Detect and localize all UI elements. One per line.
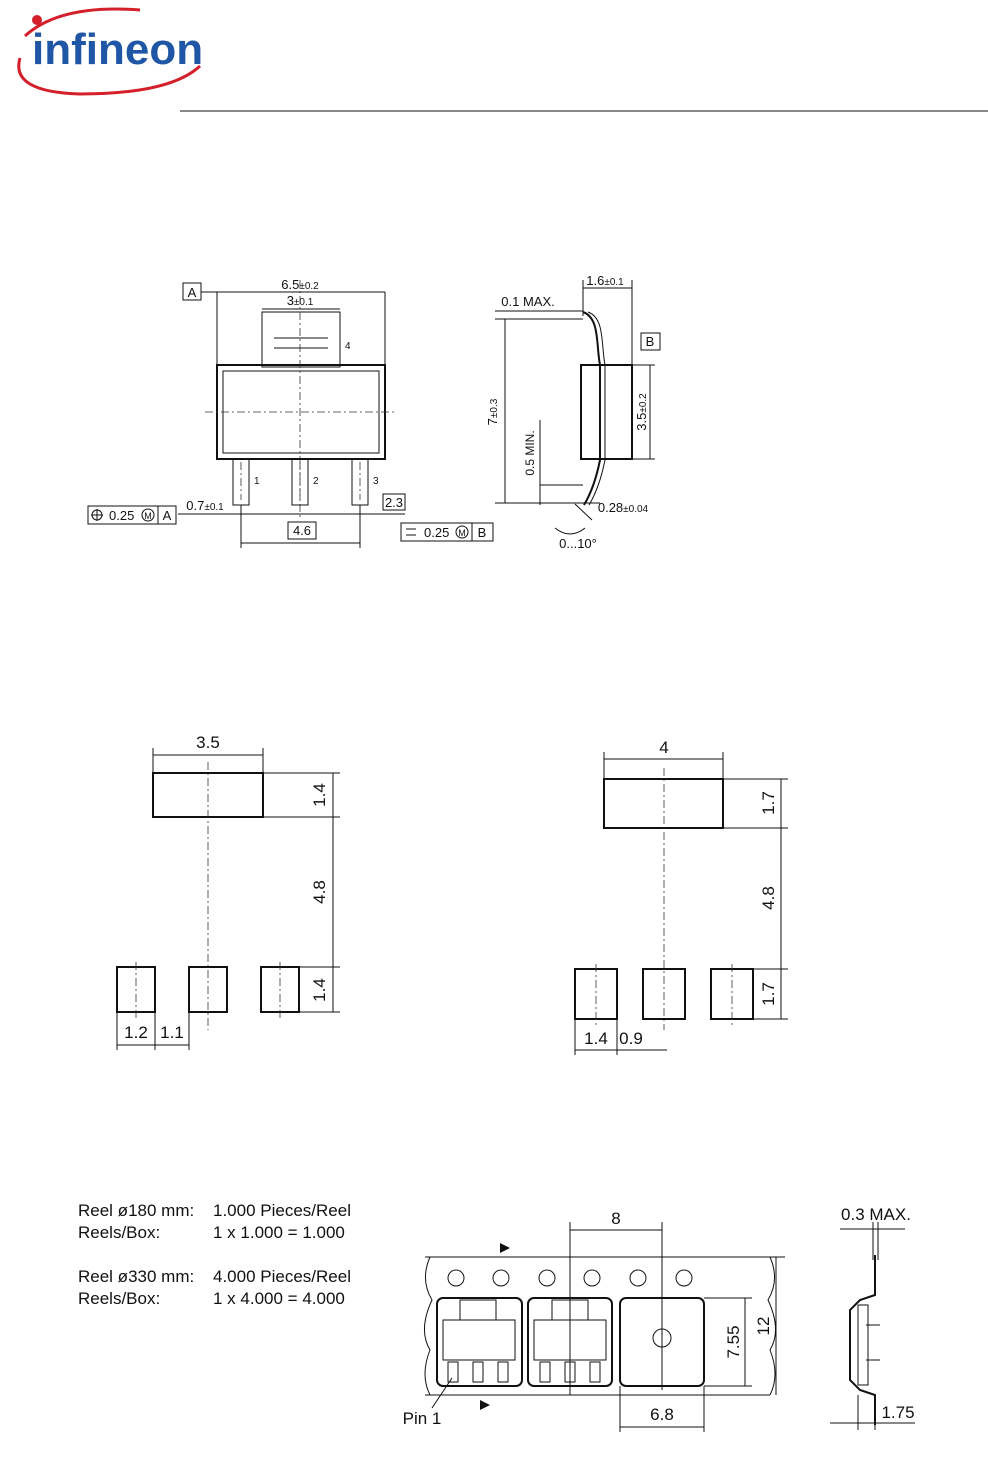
package-side-view	[401, 273, 660, 551]
svg-text:1.1: 1.1	[160, 1023, 184, 1042]
reel-label: Reels/Box:	[78, 1223, 161, 1242]
tape-side-view	[830, 1205, 915, 1430]
svg-text:3.5±0.2: 3.5±0.2	[634, 393, 649, 431]
svg-text:0...10°: 0...10°	[559, 536, 597, 551]
svg-text:0.1 MAX.: 0.1 MAX.	[501, 294, 555, 309]
svg-text:7.55: 7.55	[724, 1325, 743, 1359]
svg-text:M: M	[458, 528, 466, 538]
reel-label: Reels/Box:	[78, 1289, 161, 1308]
svg-text:4.8: 4.8	[310, 880, 329, 904]
reel-info	[78, 1200, 351, 1310]
svg-text:1.4: 1.4	[584, 1029, 608, 1048]
svg-text:A: A	[187, 285, 197, 300]
svg-text:1.7: 1.7	[759, 982, 778, 1006]
svg-text:3: 3	[373, 476, 379, 487]
svg-text:A: A	[162, 508, 172, 523]
svg-text:0.7±0.1: 0.7±0.1	[186, 498, 224, 513]
reel-row	[78, 1266, 351, 1288]
svg-text:3±0.1: 3±0.1	[286, 293, 314, 308]
tape-drawing	[403, 1209, 785, 1432]
svg-text:7±0.3: 7±0.3	[485, 398, 500, 426]
svg-text:2: 2	[313, 476, 319, 487]
svg-text:B: B	[477, 525, 487, 540]
package-top-view	[88, 277, 405, 548]
reel-label: Reel ø330 mm:	[78, 1267, 195, 1286]
svg-text:3.5: 3.5	[196, 733, 220, 752]
svg-text:1.75: 1.75	[881, 1403, 915, 1422]
reel-value: 1.000 Pieces/Reel	[213, 1201, 351, 1220]
svg-text:8: 8	[611, 1209, 621, 1228]
logo-text: infineon	[32, 25, 204, 74]
svg-text:4.6: 4.6	[292, 523, 312, 538]
reel-value: 1 x 1.000 = 1.000	[213, 1223, 345, 1242]
footprint-wave	[575, 738, 788, 1055]
svg-text:0.5 MIN.: 0.5 MIN.	[523, 430, 537, 476]
reel-row	[78, 1200, 351, 1222]
svg-text:1.4: 1.4	[310, 978, 329, 1002]
svg-text:2.3: 2.3	[384, 495, 404, 510]
svg-text:M: M	[144, 511, 152, 521]
svg-text:6.8: 6.8	[650, 1405, 674, 1424]
svg-text:B: B	[645, 334, 655, 349]
svg-text:4: 4	[345, 341, 351, 352]
svg-text:0.9: 0.9	[619, 1029, 643, 1048]
svg-text:1.2: 1.2	[124, 1023, 148, 1042]
svg-text:1: 1	[254, 476, 260, 487]
svg-text:1.6±0.1: 1.6±0.1	[586, 273, 624, 288]
footprint-reflow	[117, 733, 340, 1050]
svg-text:4: 4	[659, 738, 669, 757]
svg-text:0.3 MAX.: 0.3 MAX.	[841, 1205, 911, 1224]
svg-text:0.25: 0.25	[109, 508, 135, 523]
reel-value: 1 x 4.000 = 4.000	[213, 1289, 345, 1308]
svg-text:Pin 1: Pin 1	[402, 1409, 442, 1428]
svg-text:0.28±0.04: 0.28±0.04	[597, 500, 649, 515]
svg-text:1.4: 1.4	[310, 783, 329, 807]
svg-text:1.7: 1.7	[759, 791, 778, 815]
infineon-logo	[19, 9, 203, 94]
svg-text:4.8: 4.8	[759, 886, 778, 910]
svg-text:12: 12	[754, 1316, 773, 1336]
svg-text:6.5±0.2: 6.5±0.2	[281, 277, 319, 292]
reel-row	[78, 1288, 351, 1310]
reel-label: Reel ø180 mm:	[78, 1201, 195, 1220]
reel-value: 4.000 Pieces/Reel	[213, 1267, 351, 1286]
svg-text:0.25: 0.25	[424, 525, 450, 540]
reel-row	[78, 1222, 351, 1244]
